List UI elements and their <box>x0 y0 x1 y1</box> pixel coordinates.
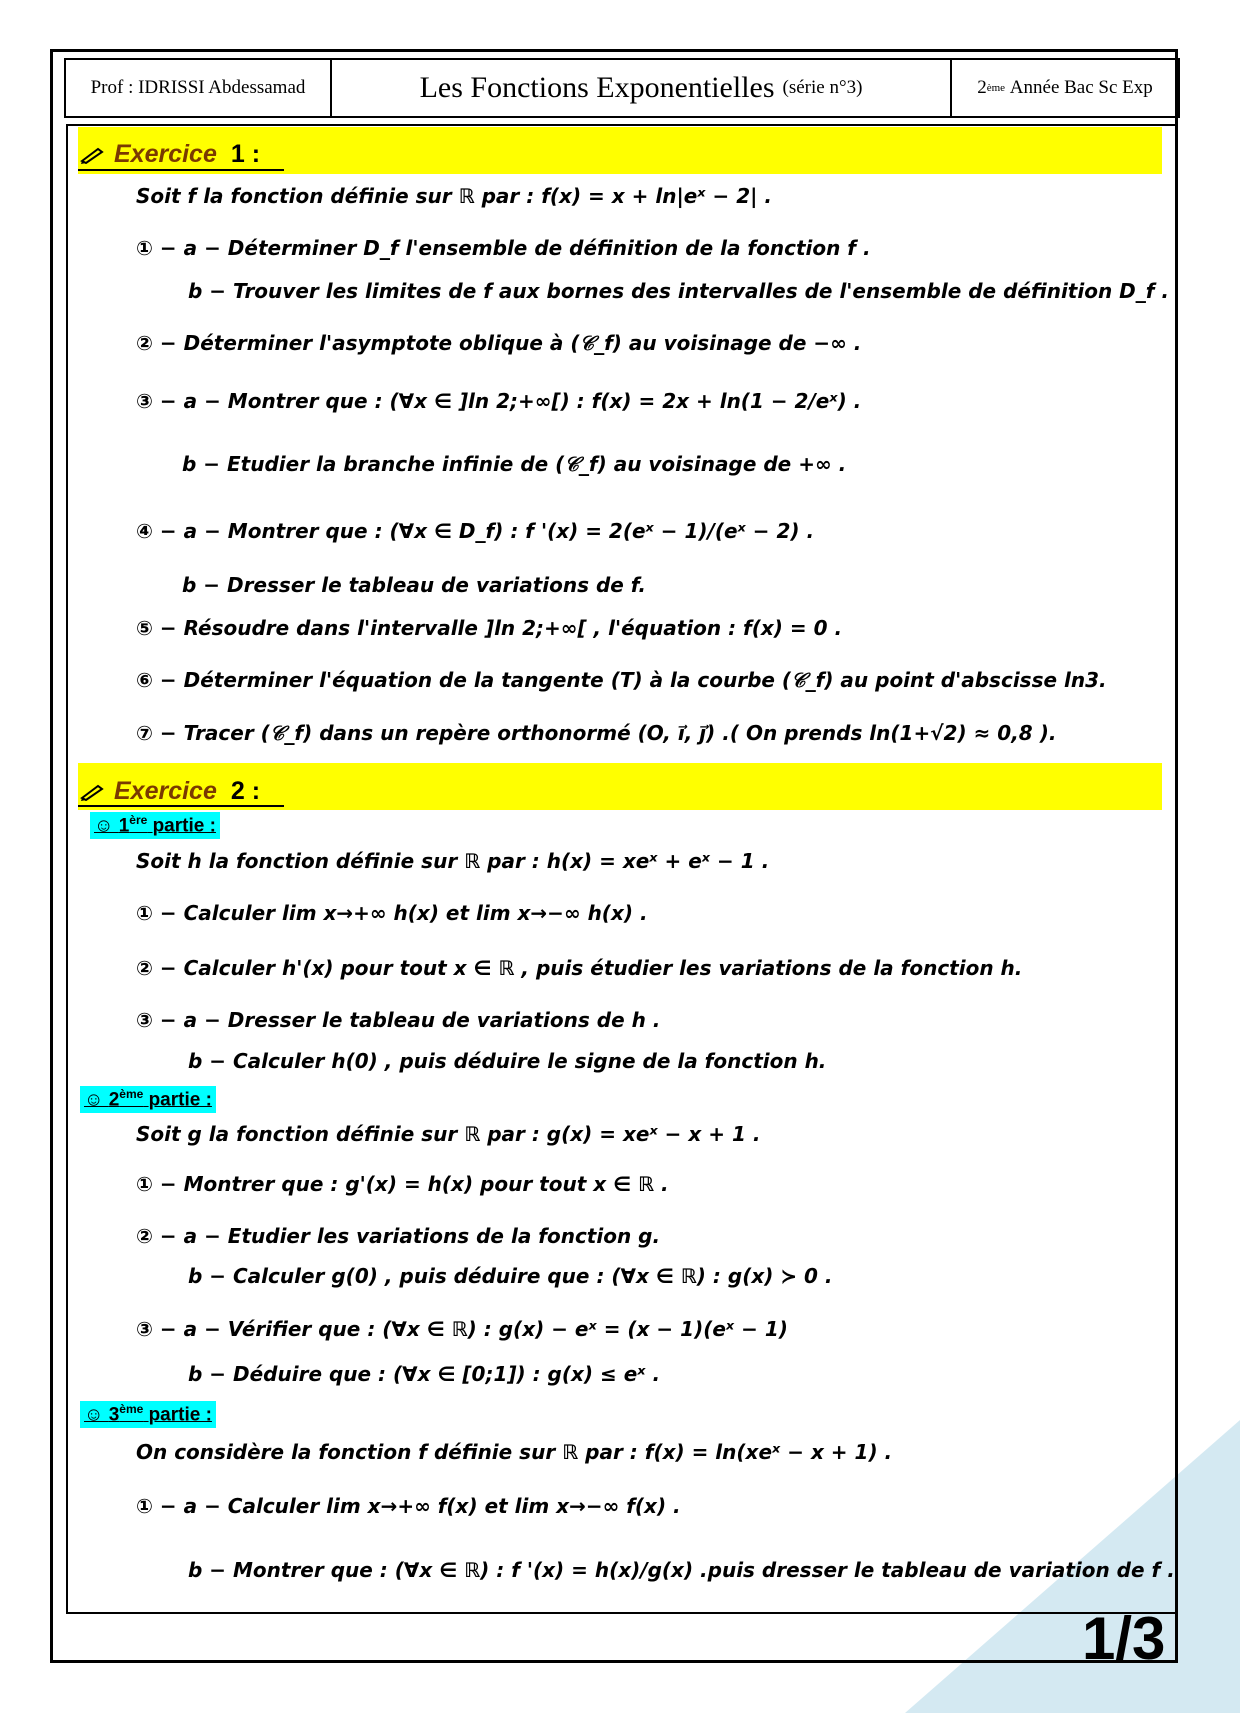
part2-num: 2 <box>108 1089 120 1111</box>
ex1-line-7: b − Dresser le tableau de variations de f. <box>182 573 647 597</box>
ex1-line-10: ⑦ − Tracer (𝒞_f) dans un repère orthonormé (O, i⃗, j⃗) .( On prends ln(1+√2) ≈ 0,8 ). <box>136 721 1057 745</box>
part1-text: partie : <box>152 815 216 837</box>
pencil-icon <box>80 146 106 164</box>
part3-label: ☺ 3ème partie : <box>80 1401 216 1428</box>
exercise1-label: Exercice <box>114 140 217 168</box>
exercise2-number: 2 : <box>230 777 261 805</box>
part3-text: partie : <box>148 1404 212 1426</box>
p3-line-0: On considère la fonction f définie sur ℝ par : f(x) = ln(xeˣ − x + 1) . <box>136 1440 893 1464</box>
exercise2-title <box>80 777 260 806</box>
exercise1-number: 1 : <box>230 140 261 168</box>
ex1-line-1: ① − a − Déterminer D_f l'ensemble de définition de la fonction f . <box>136 236 871 260</box>
ex1-line-2: b − Trouver les limites de f aux bornes des intervalles de l'ensemble de définition D_f . <box>188 279 1170 303</box>
p1-line-3: ③ − a − Dresser le tableau de variations de h . <box>136 1008 661 1032</box>
author: Prof : IDRISSI Abdessamad <box>90 77 306 98</box>
p3-line-1: ① − a − Calculer lim x→+∞ f(x) et lim x→−∞ f(x) . <box>136 1494 681 1518</box>
p1-line-2: ② − Calculer h'(x) pour tout x ∈ ℝ , puis étudier les variations de la fonction h. <box>136 956 1023 980</box>
exercise2-underline <box>78 805 284 807</box>
header <box>64 58 1180 118</box>
part3-num: 3 <box>108 1404 120 1426</box>
part1-sup: ère <box>129 813 148 827</box>
ex1-line-5: b − Etudier la branche infinie de (𝒞_f) au voisinage de +∞ . <box>182 452 847 476</box>
level-num: 2 <box>977 77 987 98</box>
part2-label: ☺ 2ème partie : <box>80 1086 216 1113</box>
p1-line-4: b − Calculer h(0) , puis déduire le signe de la fonction h. <box>188 1049 827 1073</box>
ex1-line-9: ⑥ − Déterminer l'équation de la tangente (T) à la courbe (𝒞_f) au point d'abscisse ln3. <box>136 668 1107 692</box>
part1-label: ☺ 1ère partie : <box>90 812 220 839</box>
level-text: Année Bac Sc Exp <box>1009 77 1153 98</box>
p2-line-3: b − Calculer g(0) , puis déduire que : (∀x ∈ ℝ) : g(x) ≻ 0 . <box>188 1264 833 1288</box>
ex1-line-3: ② − Déterminer l'asymptote oblique à (𝒞_f) au voisinage de −∞ . <box>136 331 862 355</box>
p3-line-2: b − Montrer que : (∀x ∈ ℝ) : f '(x) = h(x)/g(x) .puis dresser le tableau de variation de f . <box>188 1558 1175 1582</box>
part1-num: 1 <box>118 815 130 837</box>
exercise1-underline <box>78 169 284 171</box>
page-title: Les Fonctions Exponentielles <box>419 71 775 104</box>
part3-sup: ème <box>119 1402 144 1416</box>
p2-line-5: b − Déduire que : (∀x ∈ [0;1]) : g(x) ≤ eˣ . <box>188 1362 661 1386</box>
p2-line-2: ② − a − Etudier les variations de la fonction g. <box>136 1224 661 1248</box>
series-label: (série n°3) <box>782 77 863 98</box>
p2-line-0: Soit g la fonction définie sur ℝ par : g(x) = xeˣ − x + 1 . <box>136 1122 761 1146</box>
ex1-line-6: ④ − a − Montrer que : (∀x ∈ D_f) : f '(x) = 2(eˣ − 1)/(eˣ − 2) . <box>136 519 815 543</box>
pencil-icon <box>80 783 106 801</box>
part2-sup: ème <box>119 1087 144 1101</box>
level-cell <box>952 60 1178 116</box>
p2-line-1: ① − Montrer que : g'(x) = h(x) pour tout x ∈ ℝ . <box>136 1172 669 1196</box>
part2-text: partie : <box>148 1089 212 1111</box>
title-cell <box>332 60 952 116</box>
p1-line-0: Soit h la fonction définie sur ℝ par : h(x) = xeˣ + eˣ − 1 . <box>136 849 770 873</box>
exercise2-label: Exercice <box>114 777 217 805</box>
ex1-line-8: ⑤ − Résoudre dans l'intervalle ]ln 2;+∞[ , l'équation : f(x) = 0 . <box>136 616 843 640</box>
exercise1-title <box>80 140 260 169</box>
author-cell <box>66 60 332 116</box>
page-number: 1/3 <box>1082 1605 1166 1672</box>
ex1-line-4: ③ − a − Montrer que : (∀x ∈ ]ln 2;+∞[) : f(x) = 2x + ln(1 − 2/eˣ) . <box>136 389 862 413</box>
ex1-line-0: Soit f la fonction définie sur ℝ par : f(x) = x + ln|eˣ − 2| . <box>136 184 773 208</box>
p1-line-1: ① − Calculer lim x→+∞ h(x) et lim x→−∞ h(x) . <box>136 901 648 925</box>
level-sup: ème <box>986 82 1006 94</box>
p2-line-4: ③ − a − Vérifier que : (∀x ∈ ℝ) : g(x) − eˣ = (x − 1)(eˣ − 1) <box>136 1317 788 1341</box>
